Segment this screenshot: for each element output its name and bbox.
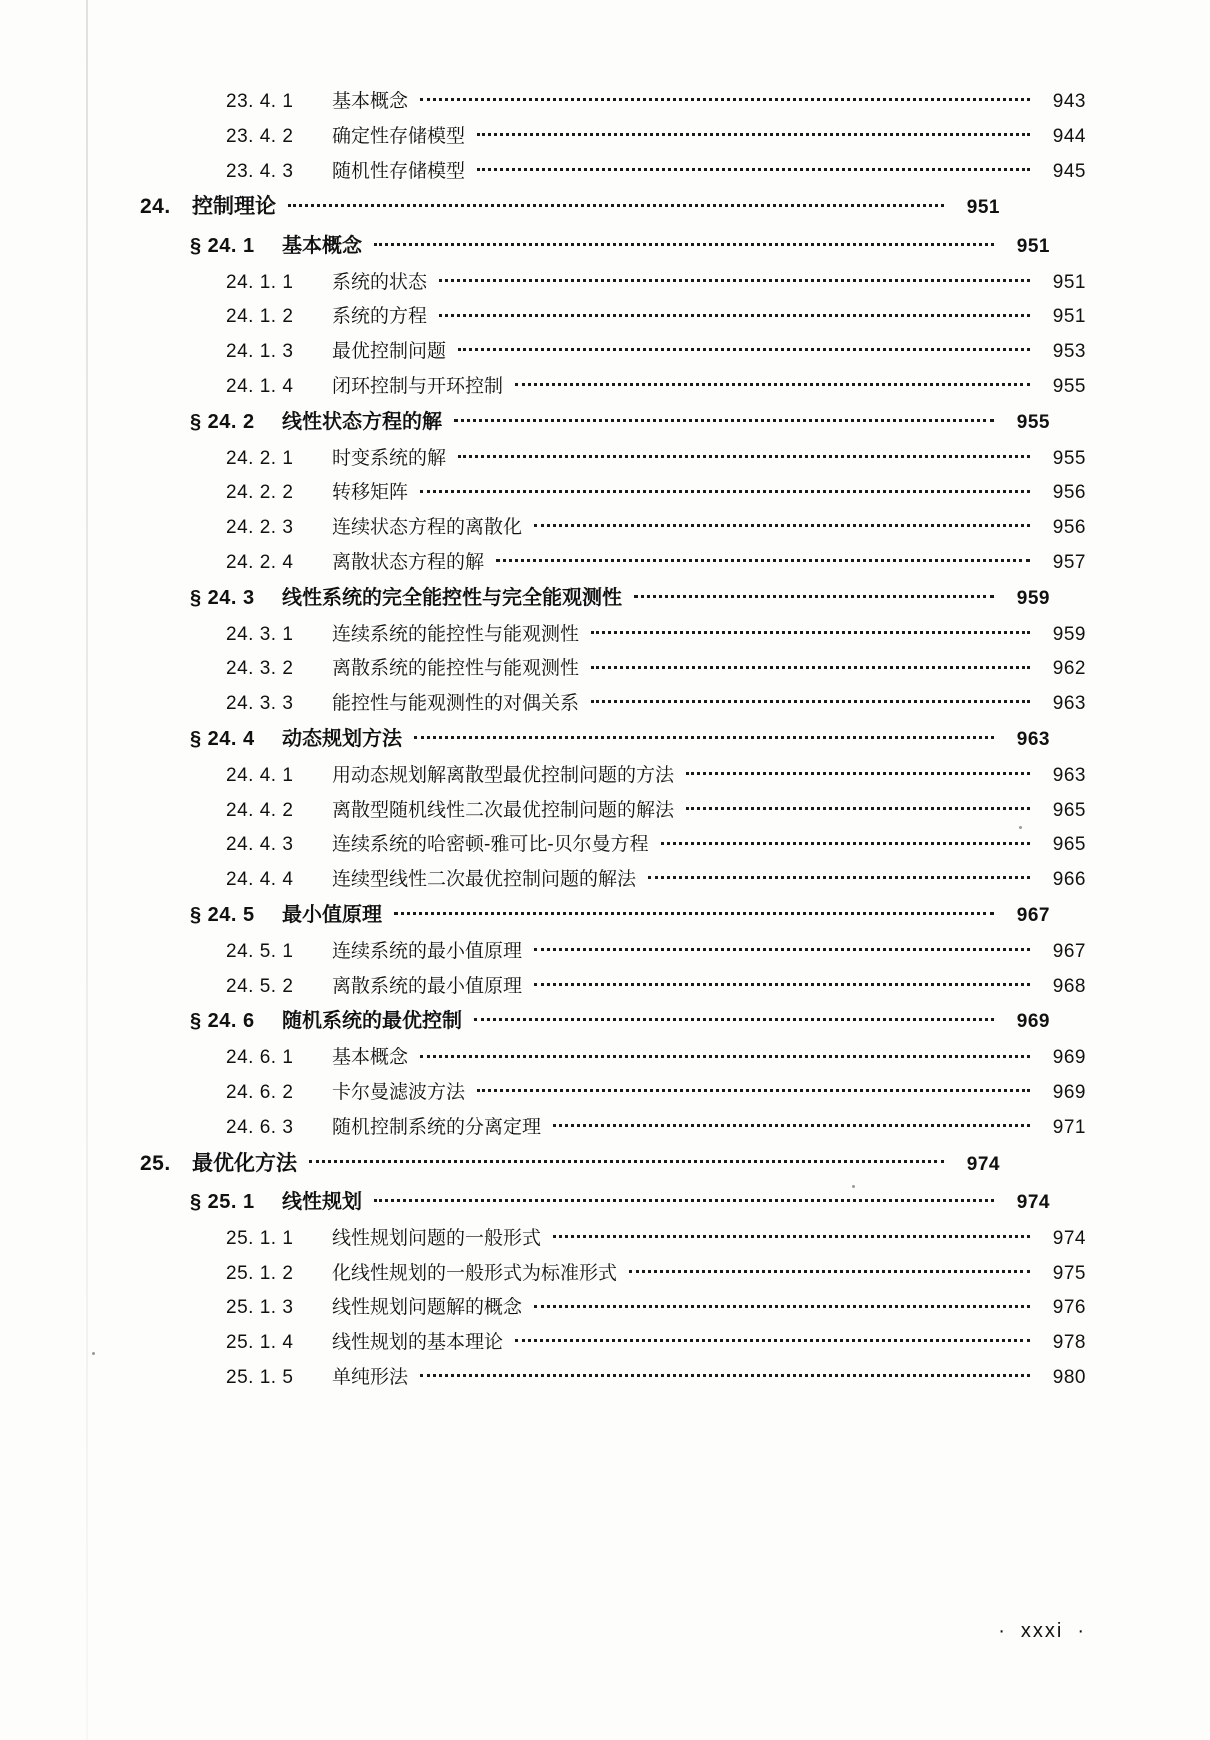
toc-entry-label: 用动态规划解离散型最优控制问题的方法	[332, 764, 675, 786]
toc-entry-sub[interactable]	[140, 866, 1086, 892]
toc-entry-section[interactable]	[140, 725, 1050, 752]
toc-entry-page-number: 955	[1016, 411, 1050, 433]
toc-entry-sub[interactable]	[140, 973, 1086, 999]
toc-entry-number: 24. 4. 2	[226, 799, 294, 821]
toc-entry-label: 控制理论	[192, 195, 276, 219]
toc-entry-page-number: 969	[1052, 1047, 1086, 1069]
toc-entry-sub[interactable]	[140, 1294, 1086, 1320]
toc-entry-page-number: 951	[1016, 235, 1050, 257]
toc-entry-number: 25.	[140, 1151, 171, 1175]
toc-entry-number: 24. 2. 1	[226, 447, 294, 469]
toc-entry-sub[interactable]	[140, 338, 1086, 364]
toc-entry-number: 24. 3. 1	[226, 623, 294, 645]
toc-entry-number: 23. 4. 3	[226, 160, 294, 182]
toc-entry-label: 离散系统的最小值原理	[332, 975, 523, 997]
toc-leader-dots	[534, 938, 1030, 957]
toc-entry-page-number: 969	[1052, 1082, 1086, 1103]
toc-entry-number: § 24. 6	[190, 1010, 255, 1033]
toc-entry-page-number: 967	[1052, 940, 1086, 962]
toc-entry-label: 连续系统的哈密顿-雅可比-贝尔曼方程	[332, 834, 649, 856]
toc-entry-page-number: 951	[966, 197, 1000, 219]
toc-entry-number: 24. 6. 2	[226, 1082, 294, 1103]
toc-entry-label: 闭环控制与开环控制	[332, 375, 504, 397]
toc-entry-page-number: 959	[1052, 623, 1086, 645]
toc-leader-dots	[629, 1260, 1030, 1279]
toc-entry-label: 动态规划方法	[282, 727, 402, 750]
toc-entry-label: 基本概念	[332, 1047, 409, 1069]
toc-entry-page-number: 945	[1052, 160, 1086, 182]
toc-leader-dots	[420, 479, 1030, 498]
toc-entry-number: 24. 3. 3	[226, 693, 294, 714]
toc-entry-sub[interactable]	[140, 158, 1086, 184]
toc-entry-sub[interactable]	[140, 831, 1086, 857]
toc-entry-label: 离散系统的能控性与能观测性	[332, 658, 580, 680]
toc-entry-label: 线性规划问题的一般形式	[332, 1227, 542, 1249]
folio-left-dot: ·	[998, 1620, 1007, 1642]
toc-entry-number: 24. 6. 3	[226, 1116, 294, 1138]
toc-entry-section[interactable]	[140, 1007, 1050, 1034]
toc-entry-label: 单纯形法	[332, 1366, 409, 1388]
toc-entry-sub[interactable]	[140, 762, 1086, 788]
toc-entry-number: 25. 1. 2	[226, 1262, 294, 1284]
toc-entry-page-number: 974	[966, 1153, 1000, 1175]
toc-entry-number: 24.	[140, 195, 171, 219]
toc-entry-number: 24. 1. 4	[226, 375, 294, 397]
toc-entry-label: 确定性存储模型	[332, 125, 466, 147]
scan-speck	[92, 1352, 95, 1355]
toc-entry-number: 24. 4. 4	[226, 869, 294, 890]
toc-entry-page-number: 963	[1016, 728, 1050, 750]
toc-entry-number: 24. 2. 2	[226, 482, 294, 504]
toc-entry-sub[interactable]	[140, 655, 1086, 681]
toc-leader-dots	[534, 1294, 1030, 1313]
scan-speck	[1019, 826, 1022, 829]
toc-leader-dots	[420, 1364, 1030, 1383]
toc-entry-sub[interactable]	[140, 373, 1086, 399]
toc-entry-section[interactable]	[140, 408, 1050, 435]
toc-entry-sub[interactable]	[140, 1079, 1086, 1105]
toc-leader-dots	[477, 158, 1030, 177]
toc-entry-page-number: 968	[1052, 975, 1086, 997]
toc-leader-dots	[591, 621, 1030, 640]
toc-entry-number: 23. 4. 1	[226, 91, 294, 112]
toc-leader-dots	[477, 123, 1030, 142]
toc-entry-number: 24. 1. 2	[226, 306, 294, 328]
toc-entry-number: § 24. 3	[190, 586, 255, 609]
toc-entry-sub[interactable]	[140, 621, 1086, 647]
toc-entry-number: 24. 6. 1	[226, 1047, 294, 1069]
toc-leader-dots	[591, 655, 1030, 674]
toc-leader-dots	[414, 725, 994, 745]
toc-entry-section[interactable]	[140, 901, 1050, 928]
toc-entry-page-number: 978	[1052, 1332, 1086, 1353]
toc-entry-number: 24. 2. 3	[226, 517, 294, 538]
toc-leader-dots	[553, 1225, 1030, 1244]
toc-entry-page-number: 965	[1052, 834, 1086, 856]
toc-entry-label: 线性系统的完全能控性与完全能观测性	[282, 586, 622, 609]
page-gutter-edge	[86, 0, 88, 1740]
toc-leader-dots	[553, 1114, 1030, 1133]
toc-entry-page-number: 975	[1052, 1262, 1086, 1284]
toc-entry-page-number: 951	[1052, 306, 1086, 328]
toc-entry-label: 卡尔曼滤波方法	[332, 1082, 466, 1103]
toc-entry-label: 连续系统的最小值原理	[332, 940, 523, 962]
toc-entry-label: 随机控制系统的分离定理	[332, 1116, 542, 1138]
toc-entry-page-number: 963	[1052, 693, 1086, 714]
toc-entry-label: 连续状态方程的离散化	[332, 517, 523, 538]
toc-entry-sub[interactable]	[140, 514, 1086, 540]
toc-entry-page-number: 956	[1052, 482, 1086, 504]
toc-leader-dots	[686, 797, 1030, 816]
toc-entry-number: § 24. 2	[190, 410, 255, 433]
toc-entry-number: 24. 3. 2	[226, 658, 294, 680]
toc-entry-sub[interactable]	[140, 303, 1086, 329]
toc-entry-page-number: 944	[1052, 125, 1086, 147]
toc-entry-sub[interactable]	[140, 797, 1086, 823]
toc-entry-label: 随机性存储模型	[332, 160, 466, 182]
toc-leader-dots	[439, 303, 1030, 322]
toc-leader-dots	[534, 973, 1030, 992]
toc-leader-dots	[515, 373, 1030, 392]
toc-leader-dots	[474, 1007, 994, 1027]
toc-leader-dots	[686, 762, 1030, 781]
toc-leader-dots	[439, 269, 1030, 288]
toc-entry-page-number: 974	[1016, 1191, 1050, 1213]
toc-entry-page-number: 951	[1052, 271, 1086, 293]
toc-leader-dots	[420, 88, 1030, 107]
toc-entry-sub[interactable]	[140, 1364, 1086, 1390]
folio-number: xxxi	[1020, 1620, 1064, 1642]
toc-entry-number: 24. 4. 3	[226, 834, 294, 856]
toc-leader-dots	[374, 232, 994, 252]
toc-entry-number: 24. 1. 3	[226, 341, 294, 362]
toc-entry-number: 24. 1. 1	[226, 271, 294, 293]
toc-leader-dots	[309, 1149, 944, 1170]
toc-leader-dots	[534, 514, 1030, 533]
toc-entry-page-number: 969	[1016, 1011, 1050, 1033]
toc-entry-label: 能控性与能观测性的对偶关系	[332, 693, 580, 714]
toc-entry-number: § 25. 1	[190, 1190, 255, 1213]
toc-entry-label: 离散状态方程的解	[332, 551, 485, 573]
toc-entry-label: 转移矩阵	[332, 482, 409, 504]
toc-entry-sub[interactable]	[140, 549, 1086, 575]
toc-entry-page-number: 965	[1052, 799, 1086, 821]
toc-entry-number: 23. 4. 2	[226, 125, 294, 147]
toc-entry-number: 24. 2. 4	[226, 551, 294, 573]
toc-entry-page-number: 971	[1052, 1116, 1086, 1138]
toc-entry-number: 24. 5. 2	[226, 975, 294, 997]
toc-entry-page-number: 957	[1052, 551, 1086, 573]
toc-entry-number: 24. 4. 1	[226, 764, 294, 786]
toc-entry-number: § 24. 1	[190, 234, 255, 257]
toc-entry-label: 线性状态方程的解	[282, 410, 442, 433]
toc-entry-page-number: 943	[1052, 91, 1086, 112]
toc-entry-sub[interactable]	[140, 1044, 1086, 1070]
toc-entry-number: 25. 1. 5	[226, 1366, 294, 1388]
toc-leader-dots	[477, 1079, 1030, 1098]
toc-entry-page-number: 966	[1052, 869, 1086, 890]
toc-entry-label: 化线性规划的一般形式为标准形式	[332, 1262, 618, 1284]
toc-entry-number: § 24. 5	[190, 903, 255, 926]
toc-entry-page-number: 955	[1052, 447, 1086, 469]
toc-entry-sub[interactable]	[140, 1329, 1086, 1355]
toc-entry-sub[interactable]	[140, 269, 1086, 295]
toc-entry-page-number: 962	[1052, 658, 1086, 680]
toc-entry-sub[interactable]	[140, 938, 1086, 964]
toc-entry-number: 25. 1. 4	[226, 1332, 294, 1353]
toc-leader-dots	[634, 584, 994, 604]
toc-entry-label: 基本概念	[332, 91, 409, 112]
folio-right-dot: ·	[1077, 1620, 1086, 1642]
toc-leader-dots	[458, 338, 1030, 357]
toc-leader-dots	[496, 549, 1030, 568]
toc-entry-page-number: 953	[1052, 341, 1086, 362]
toc-entry-label: 线性规划	[282, 1190, 362, 1213]
toc-entry-label: 系统的方程	[332, 306, 428, 328]
toc-entry-sub[interactable]	[140, 88, 1086, 114]
toc-entry-sub[interactable]	[140, 1260, 1086, 1286]
toc-leader-dots	[288, 192, 944, 213]
toc-entry-section[interactable]	[140, 232, 1050, 259]
toc-entry-sub[interactable]	[140, 123, 1086, 149]
toc-entry-label: 离散型随机线性二次最优控制问题的解法	[332, 799, 675, 821]
toc-entry-chapter[interactable]	[140, 192, 1000, 220]
toc-entry-page-number: 956	[1052, 517, 1086, 538]
toc-entry-page-number: 974	[1052, 1227, 1086, 1249]
toc-entry-section[interactable]	[140, 584, 1050, 611]
toc-leader-dots	[591, 690, 1030, 709]
toc-entry-number: 25. 1. 3	[226, 1297, 294, 1319]
toc-entry-page-number: 967	[1016, 904, 1050, 926]
toc-entry-number: 24. 5. 1	[226, 940, 294, 962]
toc-entry-label: 时变系统的解	[332, 447, 447, 469]
toc-leader-dots	[420, 1044, 1030, 1063]
toc-entry-number: 25. 1. 1	[226, 1227, 294, 1249]
toc-entry-label: 连续系统的能控性与能观测性	[332, 623, 580, 645]
toc-entry-sub[interactable]	[140, 1114, 1086, 1140]
toc-entry-label: 基本概念	[282, 234, 362, 257]
toc-entry-page-number: 959	[1016, 587, 1050, 609]
toc-entry-section[interactable]	[140, 1188, 1050, 1215]
toc-entry-number: § 24. 4	[190, 727, 255, 750]
toc-leader-dots	[454, 408, 994, 428]
toc-entry-label: 随机系统的最优控制	[282, 1010, 462, 1033]
table-of-contents	[140, 88, 1086, 1399]
toc-entry-page-number: 976	[1052, 1297, 1086, 1319]
toc-entry-sub[interactable]	[140, 690, 1086, 716]
toc-entry-sub[interactable]	[140, 1225, 1086, 1251]
toc-entry-label: 连续型线性二次最优控制问题的解法	[332, 869, 637, 890]
toc-leader-dots	[661, 831, 1030, 850]
toc-leader-dots	[648, 866, 1030, 885]
toc-entry-sub[interactable]	[140, 445, 1086, 471]
toc-entry-chapter[interactable]	[140, 1149, 1000, 1177]
page-folio	[0, 1620, 1100, 1643]
toc-leader-dots	[458, 445, 1030, 464]
toc-leader-dots	[394, 901, 994, 921]
toc-leader-dots	[515, 1329, 1030, 1348]
toc-leader-dots	[374, 1188, 994, 1208]
toc-entry-page-number: 963	[1052, 764, 1086, 786]
toc-entry-label: 最优控制问题	[332, 341, 447, 362]
toc-entry-label: 线性规划问题解的概念	[332, 1297, 523, 1319]
toc-entry-sub[interactable]	[140, 479, 1086, 505]
toc-entry-page-number: 955	[1052, 375, 1086, 397]
toc-entry-page-number: 980	[1052, 1366, 1086, 1388]
toc-entry-label: 线性规划的基本理论	[332, 1332, 504, 1353]
toc-entry-label: 最小值原理	[282, 903, 382, 926]
toc-entry-label: 系统的状态	[332, 271, 428, 293]
toc-entry-label: 最优化方法	[192, 1151, 297, 1175]
